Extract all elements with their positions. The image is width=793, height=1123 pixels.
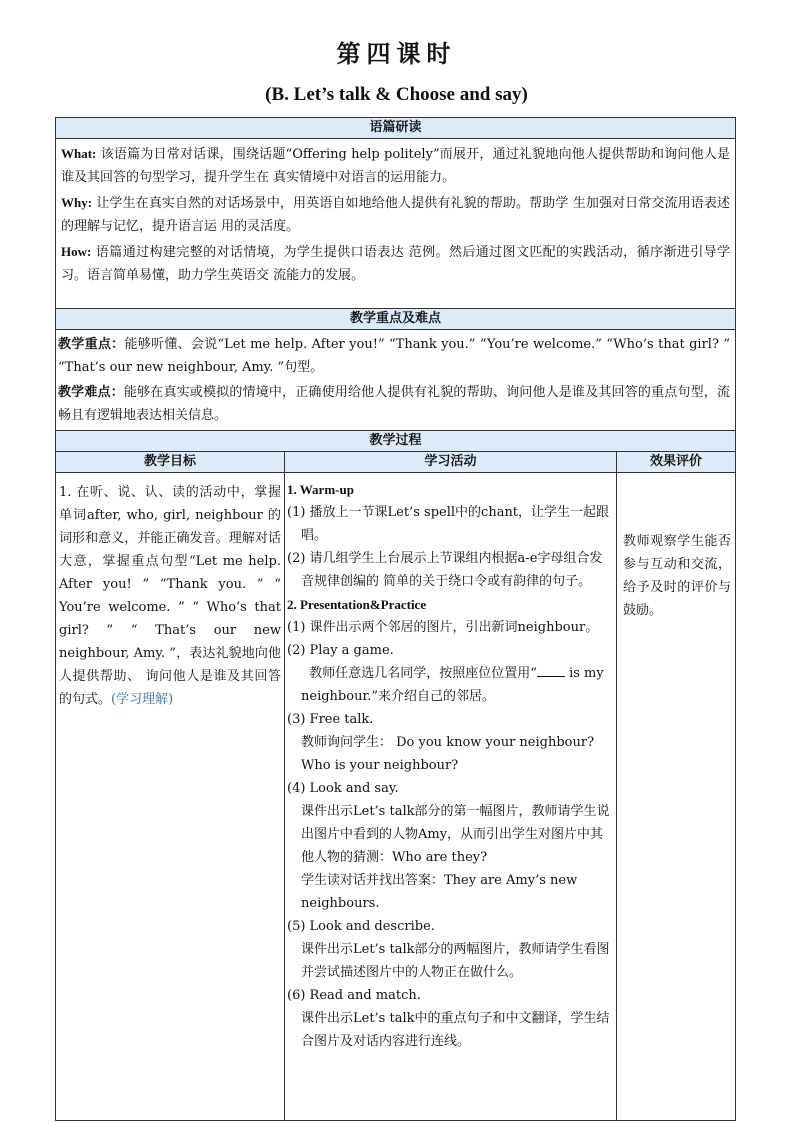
why-text: 让学生在真实自然的对话场景中，用英语自如地给他人提供有礼貌的帮助。帮助学 生加强对日常交流用语表述的理解与记忆，提升语言运 用的灵活度。: [61, 196, 730, 234]
process-header: 教学过程: [56, 431, 736, 452]
activity-column-header: 学习活动: [285, 452, 617, 473]
activity-content: [285, 473, 616, 1053]
look-say-text-2: 学生读对话并找出答案：They are Amy’s new neighbours.: [301, 873, 578, 911]
warmup-title: 1. Warm-up: [287, 482, 354, 497]
blank-line: [537, 662, 565, 677]
look-describe-text: 课件出示Let’s talk部分的两幅图片，教师请学生看图并尝试描述图片中的人物正在做什么。: [301, 942, 610, 980]
presentation-item-3: (3) Free talk.: [287, 712, 374, 727]
presentation-item-1: (1) 课件出示两个邻居的图片，引出新词neighbour。: [287, 620, 599, 635]
goal-tag: (学习理解): [111, 692, 174, 707]
game-description: [287, 662, 612, 708]
why-paragraph: [61, 191, 730, 238]
how-text: 语篇通过构建完整的对话情境，为学生提供口语表达 范例。然后通过图文匹配的实践活动，循序渐进引导学习。语言简单易懂，助力学生英语交 流能力的发展。: [61, 245, 730, 283]
goal-text: 1. 在听、说、认、读的活动中，掌握单词after, who, girl, neighbour 的词形和意义，并能正确发音。理解对话大意，掌握重点句型“Let me help. After you! ” “Thank you. ” “ You’re welcome. ” “ Who’s that girl? ” “ That’s our new neighbour, Amy. ”，表达礼貌地向他人提供帮助、 询问他人是谁及其回答的句式。: [59, 485, 281, 707]
free-talk-text: 教师询问学生： Do you know your neighbour? Who is your neighbour?: [301, 735, 595, 773]
how-paragraph: [61, 240, 730, 287]
presentation-item-6: (6) Read and match.: [287, 988, 421, 1003]
analysis-header: 语篇研读: [56, 118, 736, 139]
presentation-item-5: (5) Look and describe.: [287, 919, 435, 934]
presentation-title: 2. Presentation&Practice: [287, 597, 427, 612]
eval-text: 教师观察学生能否参与互动和交流，给予及时的评价与鼓励。: [623, 534, 731, 618]
how-label: How:: [61, 244, 92, 259]
focus-paragraph: [58, 333, 730, 379]
game-text-a: 教师任意选几名同学，按照座位位置用“: [309, 666, 537, 681]
look-say-text-1: 课件出示Let’s talk部分的第一幅图片，教师请学生说出图片中看到的人物Amy，从而引出学生对图片中其他人物的猜测：Who are they?: [301, 804, 610, 865]
eval-column-header: 效果评价: [617, 452, 736, 473]
why-label: Why:: [61, 195, 93, 210]
key-points-cell: [56, 330, 736, 431]
lesson-table: [55, 117, 736, 1121]
key-points-header: 教学重点及难点: [56, 309, 736, 330]
eval-cell: [617, 473, 736, 1121]
read-match-text: 课件出示Let’s talk中的重点句子和中文翻译，学生结合图片及对话内容进行连线。: [301, 1011, 610, 1049]
focus-text: 能够听懂、会说“Let me help. After you!” “Thank you.” “You’re welcome.” “Who’s that girl? ” “That’s our new neighbour, Amy. ”句型。: [58, 337, 730, 375]
analysis-cell: [56, 139, 736, 309]
page-title: 第四课时: [336, 39, 457, 68]
activity-cell: [285, 473, 617, 1121]
warmup-item-1: (1) 播放上一节课Let’s spell中的chant，让学生一起跟唱。: [287, 505, 610, 543]
focus-label: 教学重点：: [58, 337, 125, 352]
warmup-item-2: (2) 请几组学生上台展示上节课组内根据a-e字母组合发音规律创编的 简单的关于绕口令或有韵律的句子。: [287, 551, 603, 589]
game-text-b: is my neighbour.”来介绍自己的邻居。: [301, 666, 604, 704]
difficulty-label: 教学难点：: [58, 385, 124, 400]
goal-cell: [56, 473, 285, 1121]
what-paragraph: [61, 142, 730, 189]
presentation-item-4: (4) Look and say.: [287, 781, 399, 796]
goal-content: [56, 473, 284, 711]
difficulty-paragraph: [58, 381, 730, 427]
difficulty-text: 能够在真实或模拟的情境中，正确使用给他人提供有礼貌的帮助、询问他人是谁及其回答的重点句型，流畅且有逻辑地表达相关信息。: [58, 385, 730, 423]
what-label: What:: [61, 146, 97, 161]
page-subtitle: (B. Let’s talk & Choose and say): [265, 84, 528, 105]
goal-column-header: 教学目标: [56, 452, 285, 473]
presentation-item-2: (2) Play a game.: [287, 643, 394, 658]
what-text: 该语篇为日常对话课，围绕话题“Offering help politely”而展开，通过礼貌地向他人提供帮助和询问他人是谁及其回答的句型学习，提升学生在 真实情境中对语言的运用能力。: [61, 147, 731, 185]
